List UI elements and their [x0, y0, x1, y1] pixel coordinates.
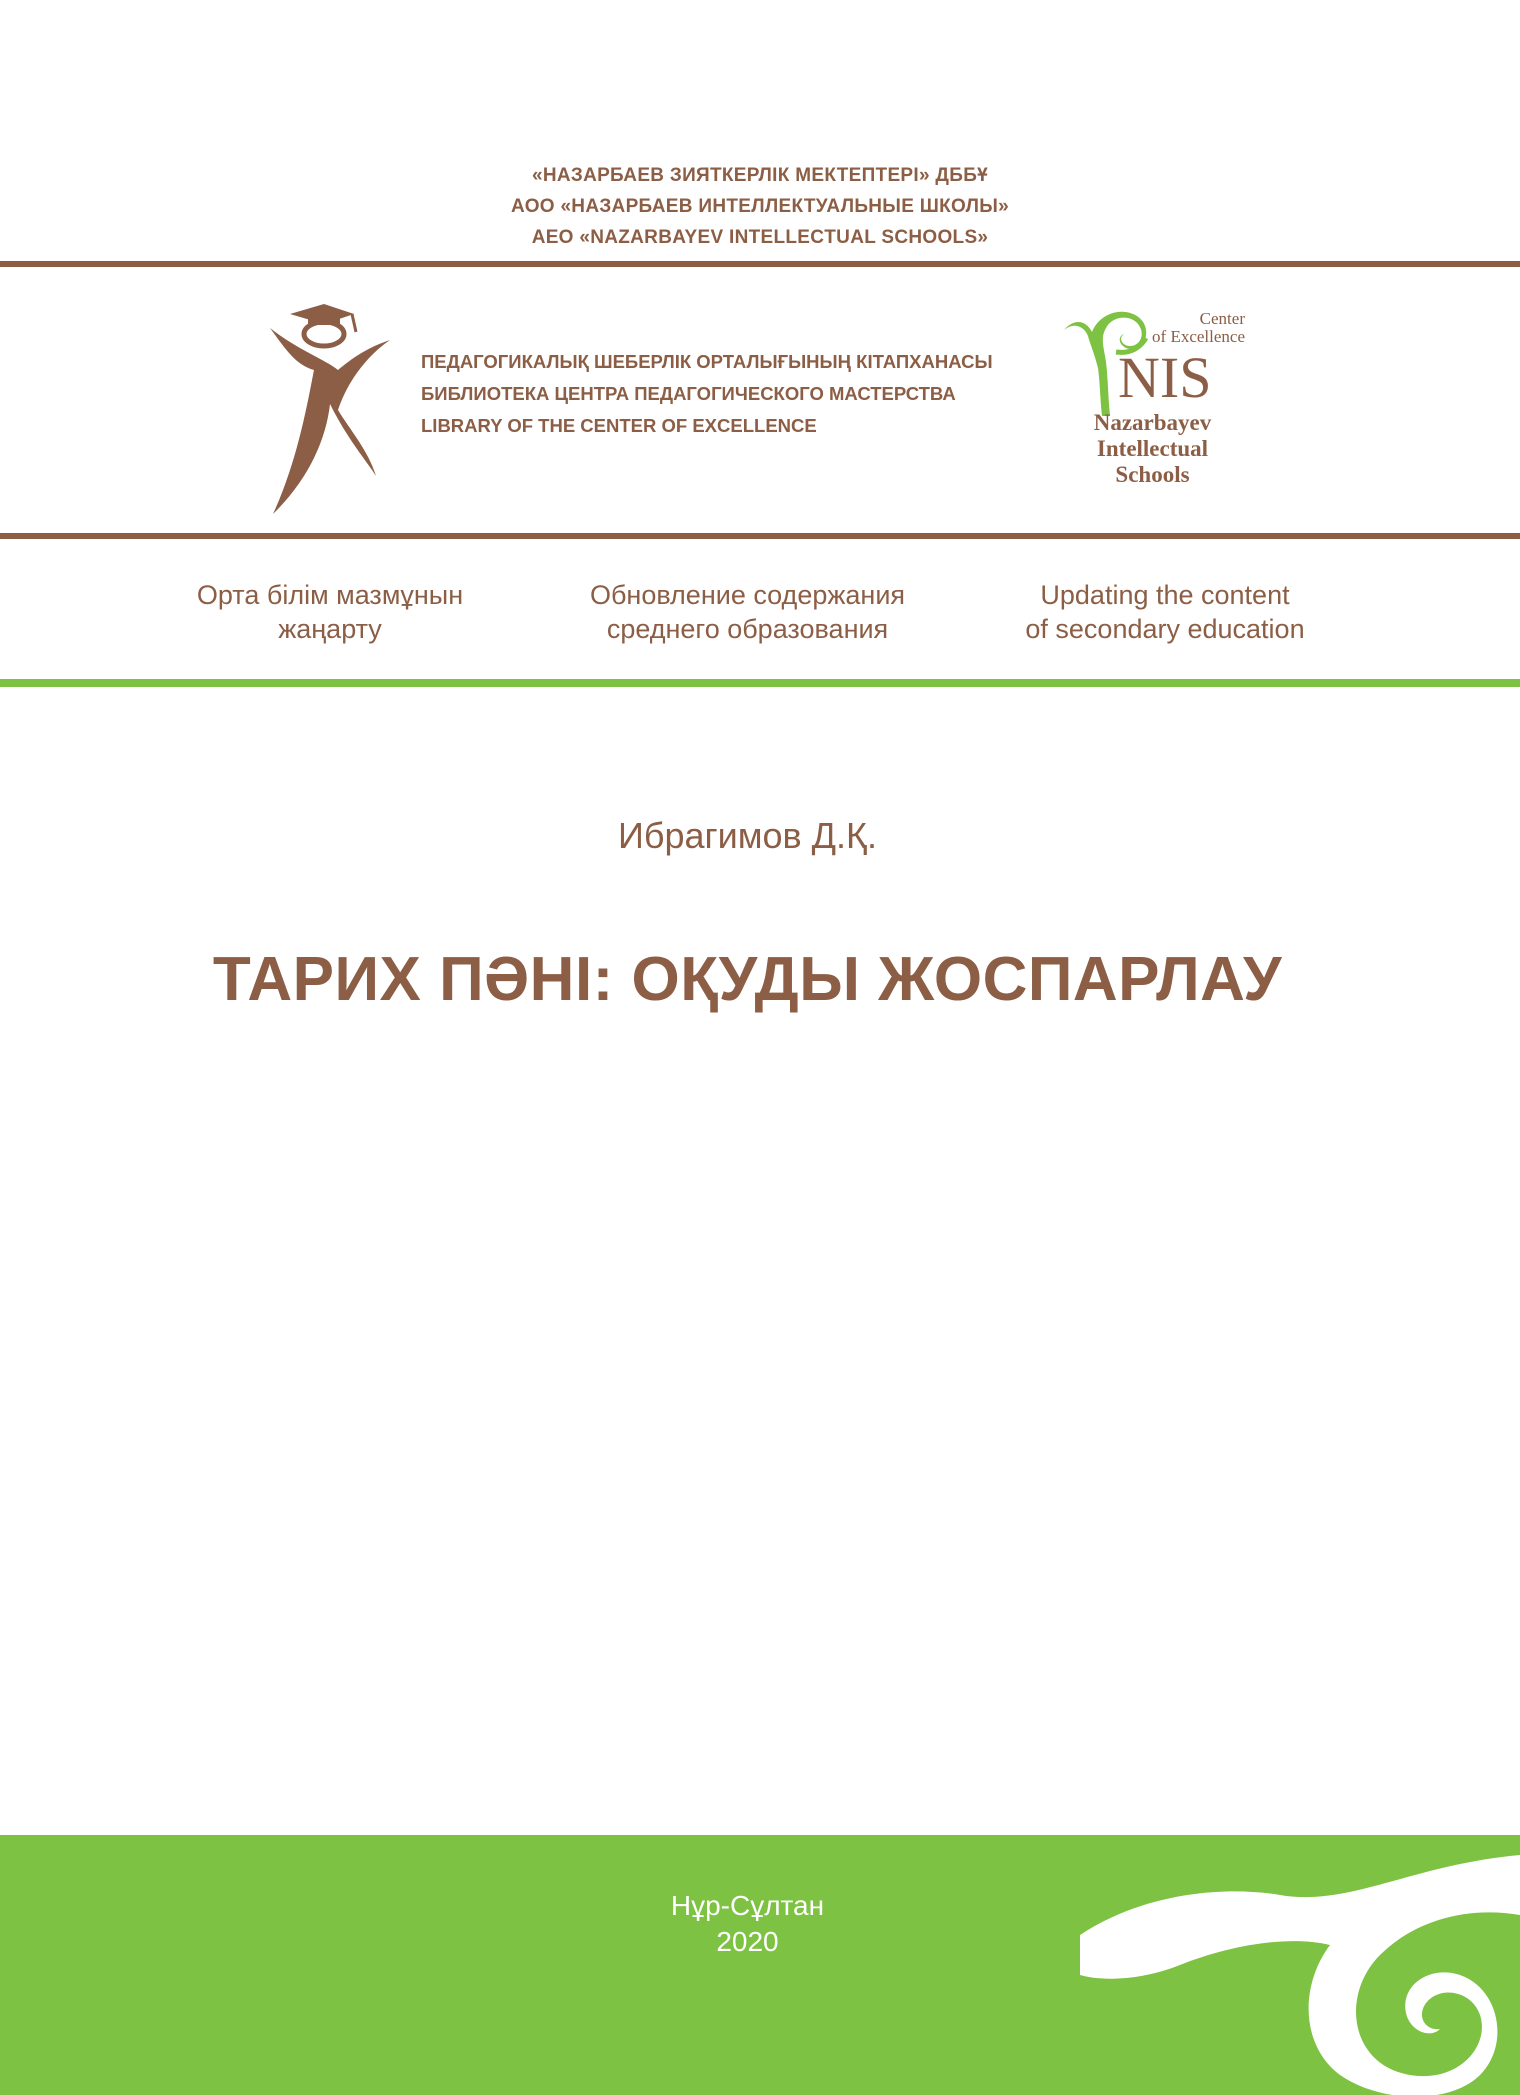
library-line-ru: БИБЛИОТЕКА ЦЕНТРА ПЕДАГОГИЧЕСКОГО МАСТЕРСТВА	[421, 383, 956, 404]
series-title-en	[985, 578, 1345, 646]
top-divider	[0, 261, 1520, 267]
nis-name-line-1: Nazarbayev	[1093, 410, 1212, 435]
nis-coe-line-2: of Excellence	[1152, 327, 1245, 346]
series-ru-line-2: среднего образования	[606, 614, 889, 644]
organization-line-ru: АОО «НАЗАРБАЕВ ИНТЕЛЛЕКТУАЛЬНЫЕ ШКОЛЫ»	[510, 196, 1010, 217]
publication-info	[0, 1888, 1495, 1960]
nis-name-line-3: Schools	[1115, 462, 1190, 487]
series-kz-line-2: жаңарту	[278, 614, 382, 644]
nis-name-line-2: Intellectual	[1096, 436, 1209, 461]
green-divider	[0, 679, 1520, 687]
footer-band	[0, 1835, 1520, 2095]
publication-year: 2020	[716, 1926, 779, 1957]
library-name	[421, 346, 993, 442]
middle-divider	[0, 533, 1520, 539]
series-kz-line-1: Орта білім мазмұнын	[196, 580, 464, 610]
ornament-swirl-icon	[1080, 1835, 1520, 2095]
nis-coe-line-1: Center	[1199, 309, 1245, 328]
nis-letters: NIS	[1118, 345, 1212, 410]
library-line-en: LIBRARY OF THE CENTER OF EXCELLENCE	[421, 415, 817, 436]
nis-center-of-excellence	[1152, 310, 1245, 346]
book-title: ТАРИХ ПӘНІ: ОҚУДЫ ЖОСПАРЛАУ	[212, 945, 1283, 1014]
publication-city: Нұр-Сұлтан	[670, 1890, 825, 1921]
organization-line-kz: «НАЗАРБАЕВ ЗИЯТКЕРЛІК МЕКТЕПТЕРІ» ДББҰ	[531, 165, 989, 186]
organization-line-en: АЕО «NAZARBAYEV INTELLECTUAL SCHOOLS»	[531, 227, 989, 248]
series-title-kz	[160, 578, 500, 646]
series-ru-line-1: Обновление содержания	[589, 580, 906, 610]
series-en-line-2: of secondary education	[1025, 614, 1305, 644]
author-name: Ибрагимов Д.Қ.	[617, 815, 878, 856]
library-line-kz: ПЕДАГОГИКАЛЫҚ ШЕБЕРЛІК ОРТАЛЫҒЫНЫҢ КІТАПХАНАСЫ	[421, 351, 993, 372]
series-en-line-1: Updating the content	[1040, 580, 1290, 610]
nis-school-name	[1060, 410, 1245, 488]
organization-header	[0, 160, 1520, 253]
series-title-ru	[560, 578, 935, 646]
nis-logo	[1060, 308, 1245, 496]
graduate-figure-icon	[268, 300, 393, 518]
